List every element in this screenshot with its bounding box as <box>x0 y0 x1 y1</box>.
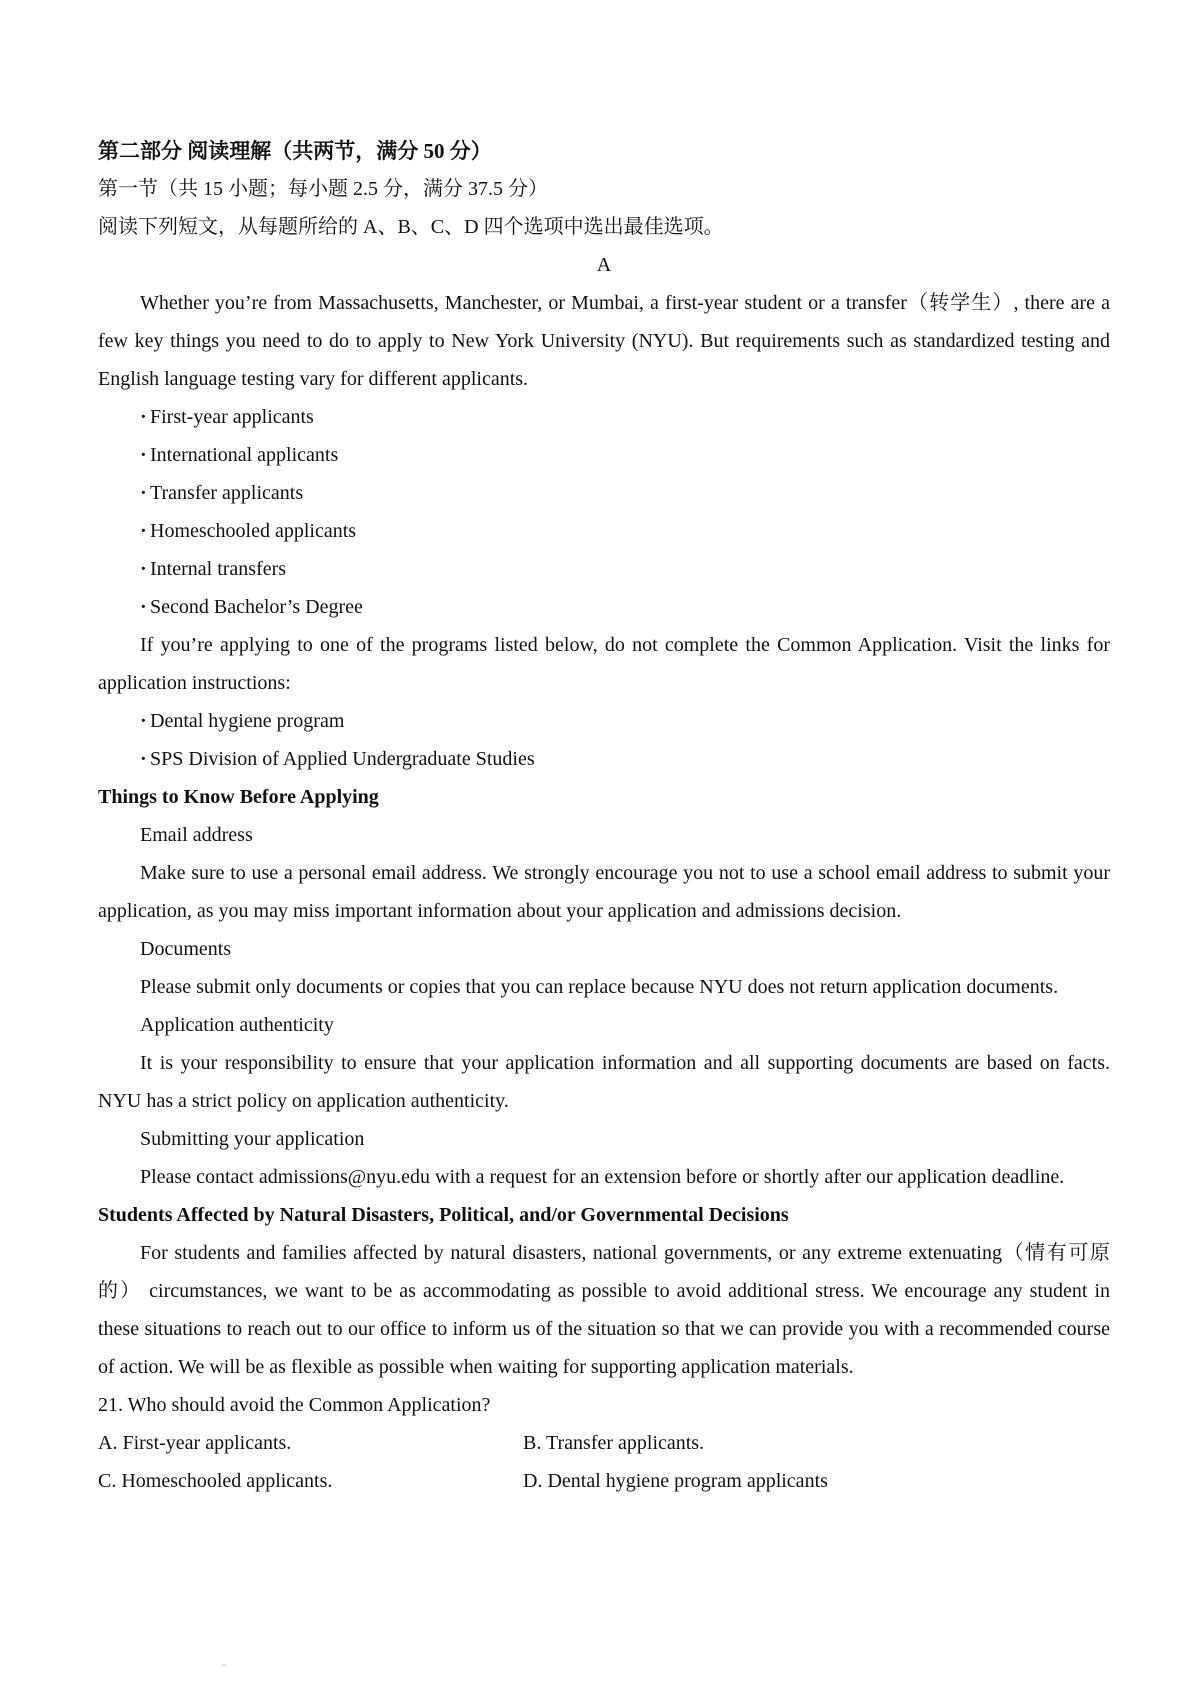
students-paragraph: For students and families affected by natural disasters, national governments, or any extreme extenuating（情有可原的） circumstances, we want to be as accommodating as possible to avoid additional stress. We encourage any student in these situations to reach out to our office to inform us of the situation so that we can provide you with a recommended course of action. We will be as flexible as possible when waiting for supporting application materials. <box>98 1242 1110 1378</box>
page-mark <box>222 1664 226 1666</box>
bullet-icon: · <box>140 558 147 580</box>
list-item-text: First-year applicants <box>150 406 314 428</box>
question-stem: 21. Who should avoid the Common Application? <box>98 1394 491 1416</box>
option-a: A. First-year applicants. <box>98 1432 292 1454</box>
students-heading: Students Affected by Natural Disasters, Political, and/or Governmental Decisions <box>98 1204 789 1226</box>
bullet-icon: · <box>140 444 147 466</box>
exam-page <box>98 132 1110 1500</box>
list-item <box>98 512 1110 550</box>
instruction: 阅读下列短文，从每题所给的 A、B、C、D 四个选项中选出最佳选项。 <box>98 216 724 238</box>
subsection-title: Email address <box>140 824 253 846</box>
passage-label: A <box>596 254 612 276</box>
subsection-text: Please submit only documents or copies that you can replace because NYU does not return application documents. <box>140 976 1059 998</box>
option-b: B. Transfer applicants. <box>523 1432 705 1454</box>
subsection-text: It is your responsibility to ensure that your application information and all supporting documents are based on facts. NYU has a strict policy on application authenticity. <box>98 1052 1110 1112</box>
subsection-title: Documents <box>140 938 232 960</box>
list-item <box>98 702 1110 740</box>
list-item-text: Homeschooled applicants <box>150 520 357 542</box>
bullet-icon: · <box>140 710 147 732</box>
section-title: 第一节（共 15 小题；每小题 2.5 分，满分 37.5 分） <box>98 178 548 200</box>
list-item <box>98 588 1110 626</box>
bullet-icon: · <box>140 596 147 618</box>
things-heading: Things to Know Before Applying <box>98 786 379 808</box>
subsection-text: Please contact admissions@nyu.edu with a request for an extension before or shortly after our application deadline. <box>140 1166 1065 1188</box>
bullet-icon: · <box>140 520 147 542</box>
list-item-text: Second Bachelor’s Degree <box>150 596 363 618</box>
option-c: C. Homeschooled applicants. <box>98 1470 333 1492</box>
list-item-text: Internal transfers <box>150 558 287 580</box>
list-item <box>98 474 1110 512</box>
list-item-text: Transfer applicants <box>150 482 304 504</box>
list-item-text: International applicants <box>150 444 339 466</box>
list-item <box>98 740 1110 778</box>
subsection-title: Submitting your application <box>140 1128 365 1150</box>
answer-options <box>98 1424 1110 1500</box>
list-item <box>98 398 1110 436</box>
programs-intro: If you’re applying to one of the programs listed below, do not complete the Common Application. Visit the links for application instructions: <box>98 634 1110 694</box>
subsection-title: Application authenticity <box>140 1014 334 1036</box>
subsection-text: Make sure to use a personal email address. We strongly encourage you not to use a school email address to submit your application, as you may miss important information about your application and admissions decision. <box>98 862 1110 922</box>
bullet-icon: · <box>140 482 147 504</box>
list-item-text: Dental hygiene program <box>150 710 345 732</box>
part-title: 第二部分 阅读理解（共两节，满分 50 分） <box>98 139 492 163</box>
bullet-icon: · <box>140 406 147 428</box>
intro-paragraph: Whether you’re from Massachusetts, Manchester, or Mumbai, a first-year student or a transfer（转学生）, there are a few key things you need to do to apply to New York University (NYU). But requirements such as standardized testing and English language testing vary for different applicants. <box>98 292 1110 390</box>
list-item <box>98 550 1110 588</box>
list-item-text: SPS Division of Applied Undergraduate Studies <box>150 748 535 770</box>
list-item <box>98 436 1110 474</box>
bullet-icon: · <box>140 748 147 770</box>
option-d: D. Dental hygiene program applicants <box>523 1470 828 1492</box>
